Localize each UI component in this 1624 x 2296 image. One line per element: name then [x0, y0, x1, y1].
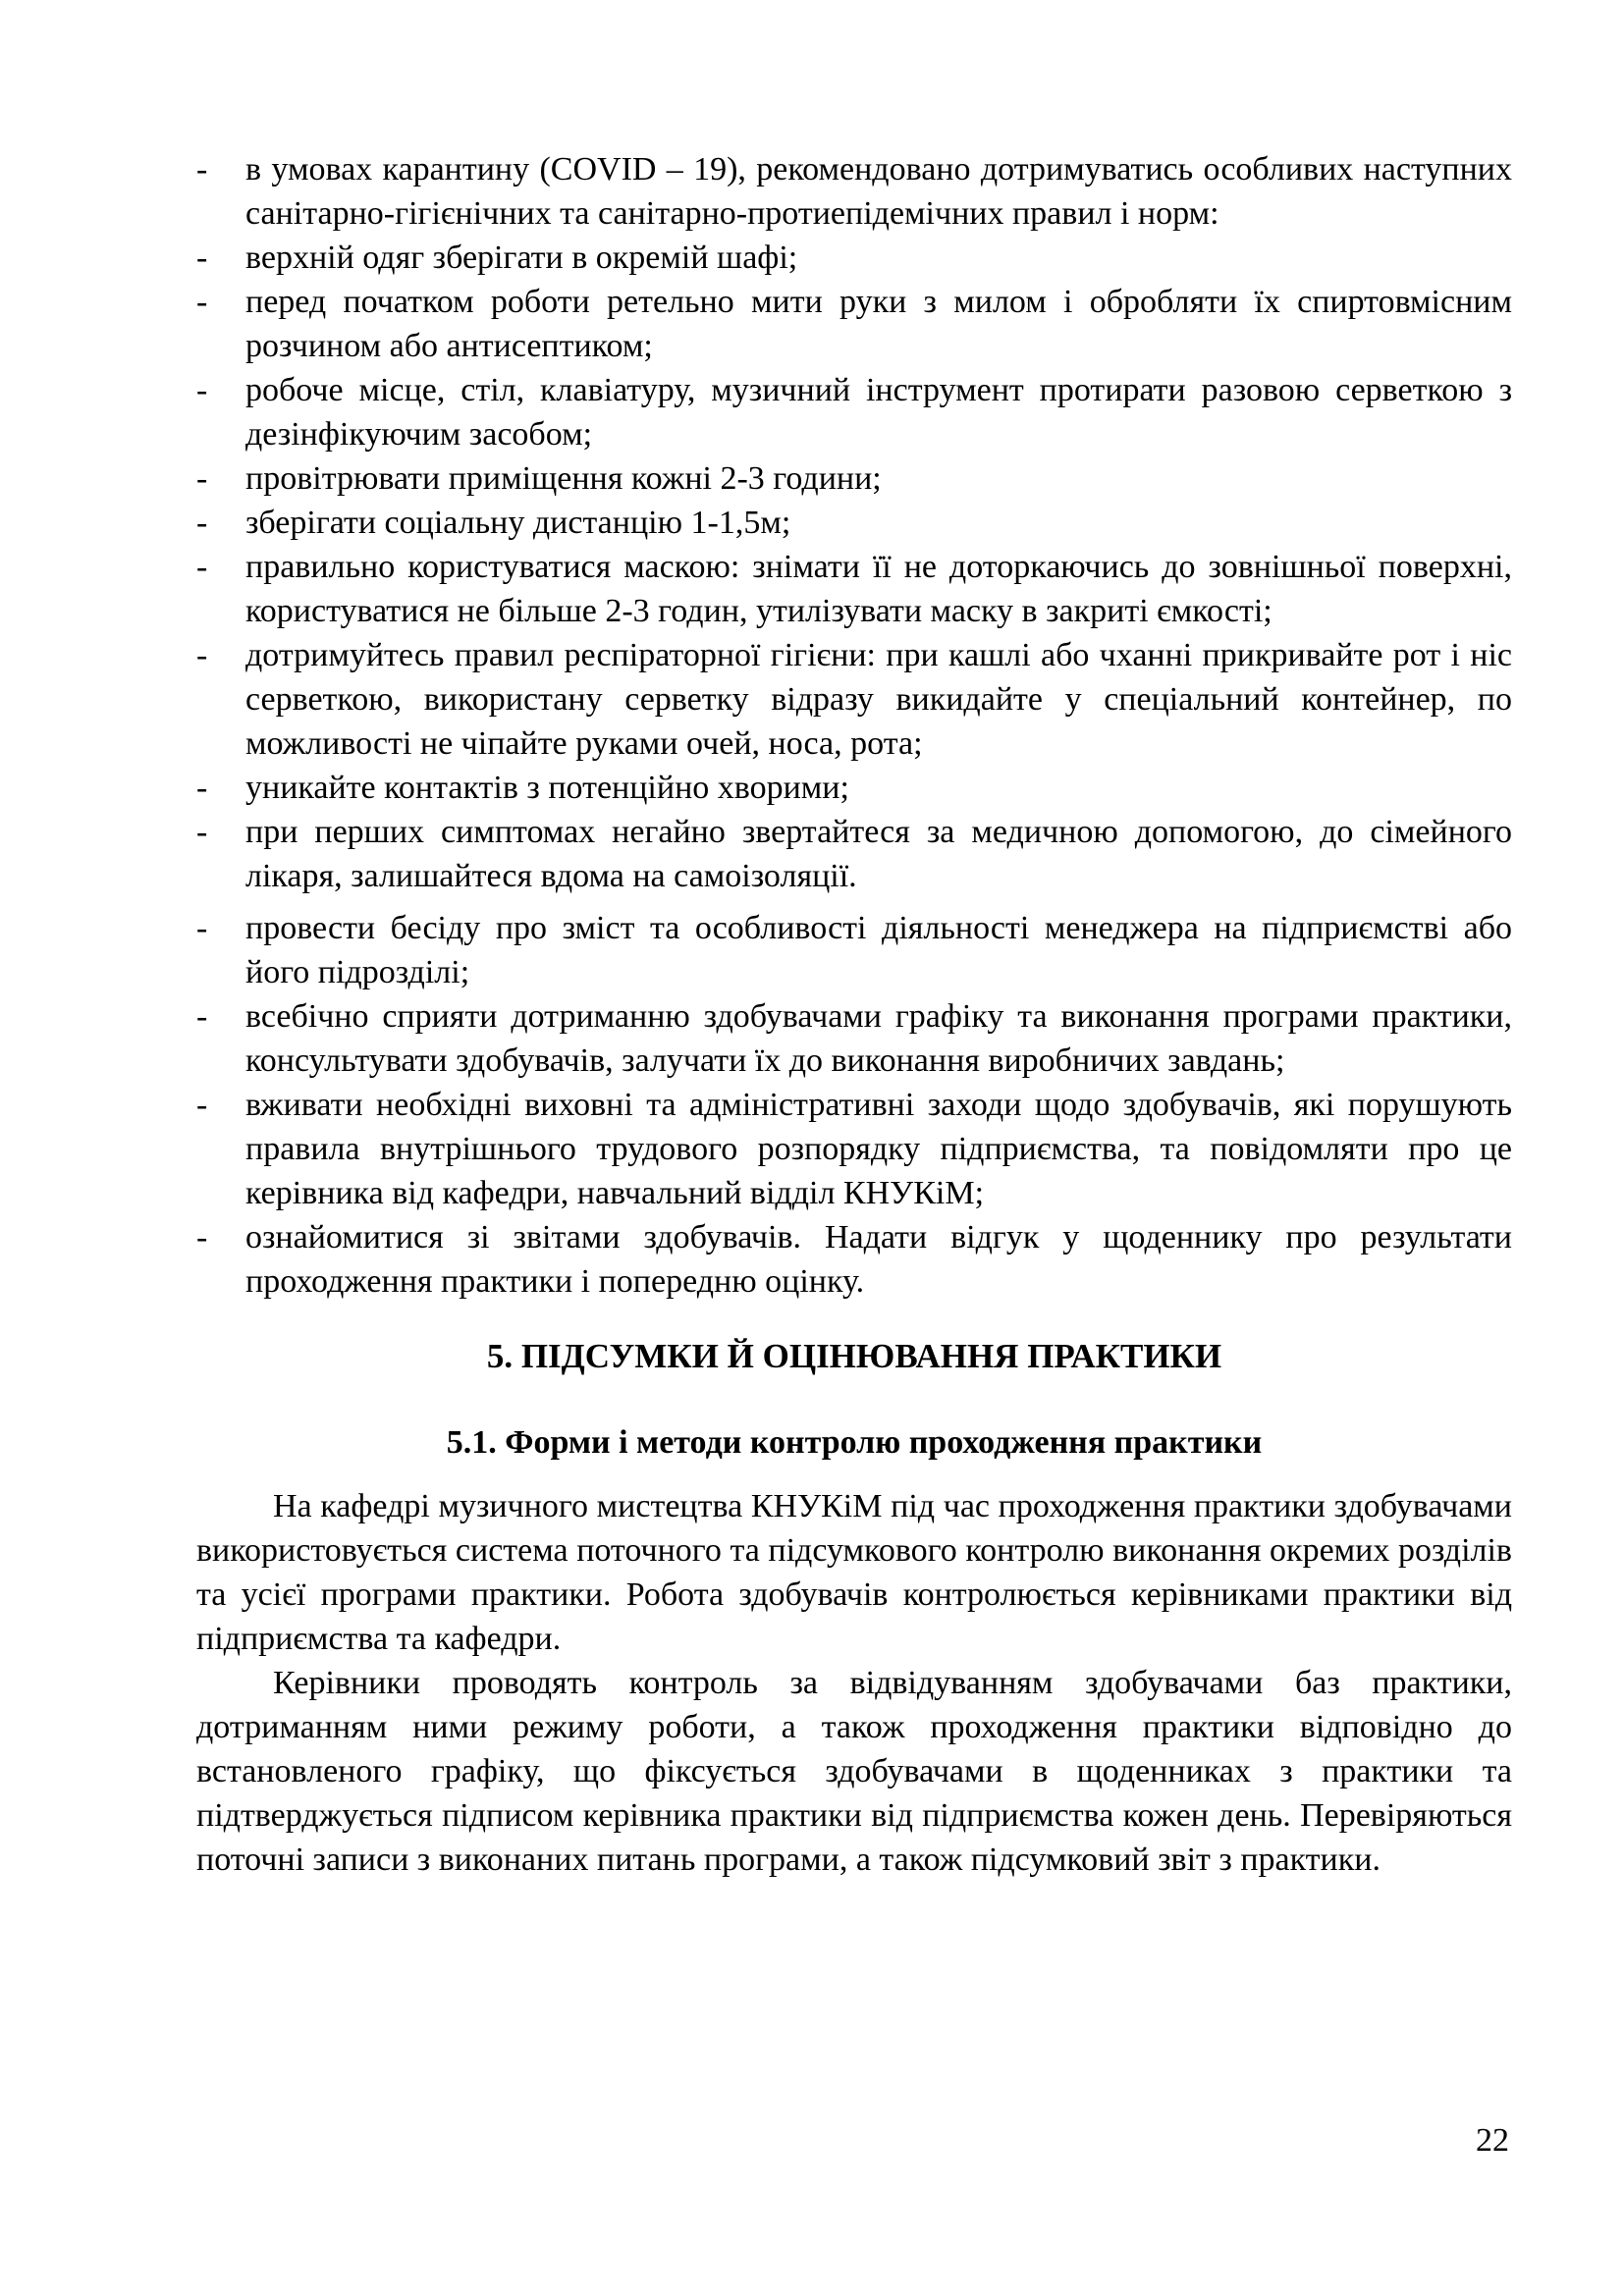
list-item-text: вживати необхідні виховні та адміністративні заходи щодо здобувачів, які порушують правила внутрішнього трудового розпорядку підприємства, та повідомляти про це керівника від кафедри, навчальний відділ КНУКіМ; — [245, 1087, 1512, 1211]
bullet-dash: - — [196, 1087, 208, 1123]
list-item — [196, 810, 1512, 898]
bullet-dash: - — [196, 549, 208, 585]
bullet-dash: - — [196, 637, 208, 673]
bullet-dash: - — [196, 910, 208, 946]
list-item-text: уникайте контактів з потенційно хворими; — [245, 770, 849, 806]
list-item-text: правильно користуватися маскою: знімати її не доторкаючись до зовнішньої поверхні, користуватися не більше 2-3 годин, утилізувати маску в закриті ємкості; — [245, 549, 1512, 629]
list-item-text: при перших симптомах негайно звертайтеся за медичною допомогою, до сімейного лікаря, залишайтеся вдома на самоізоляції. — [245, 814, 1512, 894]
list-item-text: верхній одяг зберігати в окремій шафі; — [245, 240, 798, 276]
paragraph: На кафедрі музичного мистецтва КНУКіМ під час проходження практики здобувачами використовується система поточного та підсумкового контролю виконання окремих розділів та усієї програми практики. Робота здобувачів контролюється керівниками практики від підприємства та кафедри. — [196, 1488, 1512, 1657]
list-item-text: в умовах карантину (COVID – 19), рекомендовано дотримуватись особливих наступних санітарно-гігієнічних та санітарно-протиепідемічних правил і норм: — [245, 151, 1512, 232]
bullet-dash: - — [196, 1219, 208, 1255]
list-item — [196, 456, 1512, 501]
paragraph: Керівники проводять контроль за відвідуванням здобувачами баз практики, дотриманням ними режиму роботи, а також проходження практики відповідно до встановленого графіку, що фіксується здобувачами в щоденниках з практики та підтверджується підписом керівника практики від підприємства кожен день. Перевіряються поточні записи з виконаних питань програми, а також підсумковий звіт з практики. — [196, 1665, 1512, 1878]
list-item — [196, 766, 1512, 810]
subsection-heading: 5.1. Форми і методи контролю проходження практики — [446, 1424, 1263, 1461]
bullet-dash: - — [196, 372, 208, 408]
list-item — [196, 280, 1512, 368]
list-item-text: провести бесіду про зміст та особливості діяльності менеджера на підприємстві або його підрозділі; — [245, 910, 1512, 990]
list-item-text: дотримуйтесь правил респіраторної гігієни: при кашлі або чханні прикривайте рот і ніс серветкою, використану серветку відразу викидайте у спеціальний контейнер, по можливості не чіпайте руками очей, носа, рота; — [245, 637, 1512, 762]
bullet-dash: - — [196, 460, 208, 497]
list-item — [196, 1083, 1512, 1215]
bullet-dash: - — [196, 151, 208, 187]
bullet-dash: - — [196, 240, 208, 276]
list-item-text: перед початком роботи ретельно мити руки з милом і обробляти їх спиртовмісним розчином або антисептиком; — [245, 284, 1512, 364]
list-item — [196, 545, 1512, 633]
list-item-text: робоче місце, стіл, клавіатуру, музичний інструмент протирати разовою серветкою з дезінфікуючим засобом; — [245, 372, 1512, 453]
list-item — [196, 633, 1512, 766]
list-item — [196, 236, 1512, 280]
list-item-text: провітрювати приміщення кожні 2-3 години; — [245, 460, 882, 497]
list-item-text: ознайомитися зі звітами здобувачів. Надати відгук у щоденнику про результати проходження практики і попередню оцінку. — [245, 1219, 1512, 1300]
text-block — [196, 147, 1512, 1882]
list-item — [196, 1215, 1512, 1304]
section-heading: 5. ПІДСУМКИ Й ОЦІНЮВАННЯ ПРАКТИКИ — [486, 1337, 1222, 1375]
list-item — [196, 368, 1512, 456]
page-number: 22 — [1476, 2122, 1509, 2159]
bullet-dash: - — [196, 814, 208, 850]
bullet-dash: - — [196, 505, 208, 541]
list-item — [196, 147, 1512, 236]
bullet-dash: - — [196, 284, 208, 320]
list-item-text: зберігати соціальну дистанцію 1-1,5м; — [245, 505, 791, 541]
bullet-dash: - — [196, 998, 208, 1035]
bullet-list — [196, 147, 1512, 1304]
bullet-dash: - — [196, 770, 208, 806]
list-item — [196, 501, 1512, 545]
list-item-text: всебічно сприяти дотриманню здобувачами графіку та виконання програми практики, консультувати здобувачів, залучати їх до виконання виробничих завдань; — [245, 998, 1512, 1079]
list-item — [196, 906, 1512, 994]
list-item — [196, 994, 1512, 1083]
